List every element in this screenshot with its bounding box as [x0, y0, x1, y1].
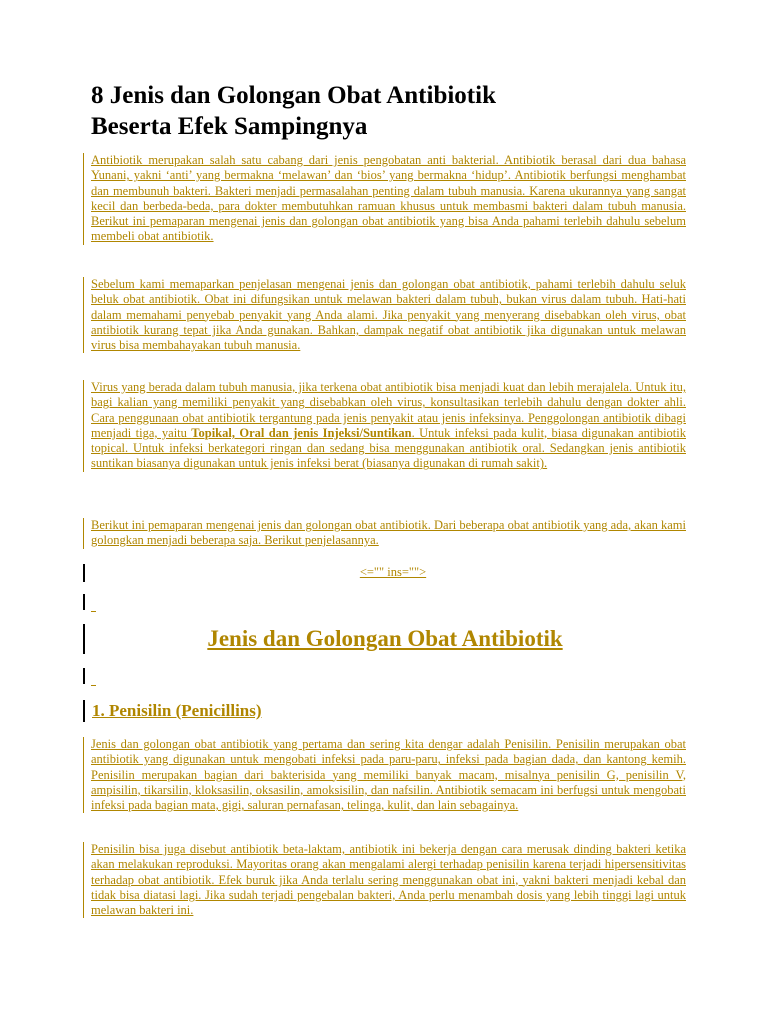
article-title-line-2: Beserta Efek Sampingnya [91, 113, 368, 140]
paragraph-virus-text-2: . Untuk infeksi pada kulit, biasa digunakan antibiotik topical. Untuk infeksi berkategori ringan dan sedang bisa menggunakan antibiotik oral. Sedangkan jenis antibiotik suntikan biasanya digunakan untuk jenis infeksi berat (biasanya digunakan di rumah sakit). [91, 425, 686, 471]
article-title-line-1: 8 Jenis dan Golongan Obat Antibiotik [91, 82, 496, 109]
empty-link-underline-2 [91, 685, 96, 686]
ins-fragment-text: <="" ins=""> [359, 565, 427, 579]
paragraph-intro[interactable]: Antibiotik merupakan salah satu cabang dari jenis pengobatan anti bakterial. Antibiotik berasal dari dua bahasa Yunani, yakni ‘anti’ yang bermakna ‘melawan’ dan ‘bios’ yang bermakna ‘hidup’. Antibiotik berfungsi menghambat dan membunuh bakteri. Bakteri menjadi permasalahan penting dalam tubuh manusia. Karena ukurannya yang sangat kecil dan berbeda-beda, para dokter membutuhkan ramuan khusus untuk membasmi bakteri dalam tubuh manusia. Berikut ini pemaparan mengenai jenis dan golongan obat antibiotik yang bisa Anda pahami terlebih dahulu sebelum membeli obat antibiotik. [83, 153, 686, 245]
ins-fragment[interactable] [83, 564, 685, 582]
paragraph-virus[interactable] [83, 380, 686, 472]
sub-heading-penisilin[interactable]: 1. Penisilin (Penicillins) [83, 700, 692, 722]
article-title [91, 80, 691, 142]
paragraph-penisilin-2[interactable]: Penisilin bisa juga disebut antibiotik beta-laktam, antibiotik ini bekerja dengan cara merusak dinding bakteri ketika akan melakukan reproduksi. Mayoritas orang akan mengalami alergi terhadap penisilin karena terjadi hipersensitivitas terhadap obat antibiotik. Efek buruk jika Anda terlalu sering menggunakan obat ini, yakni bakteri menjadi kebal dan tidak bisa diatasi lagi. Jika sudah terjadi pengebalan bakteri, Anda perlu menambah dosis yang lebih tinggi lagi untuk melawan bakteri ini. [83, 842, 686, 918]
section-heading[interactable]: Jenis dan Golongan Obat Antibiotik [83, 624, 685, 654]
paragraph-penisilin-1[interactable]: Jenis dan golongan obat antibiotik yang pertama dan sering kita dengar adalah Penisilin. Penisilin merupakan obat antibiotik yang digunakan untuk mengobati infeksi pada paru-paru, infeksi pada bagian dada, dan kantong kemih. Penisilin merupakan bagian dari bakterisida yang memiliki banyak macam, misalnya penisilin G, penisilin V, ampisilin, tikarsilin, kloksasilin, oksasilin, amoksisilin, dan nafsilin. Antibiotik semacam ini berfugsi untuk mengobati infeksi pada bagian mata, gigi, saluran pernafasan, telinga, kulit, dan lain sebagainya. [83, 737, 686, 813]
empty-link-marker-2[interactable] [83, 668, 97, 684]
paragraph-berikut[interactable]: Berikut ini pemaparan mengenai jenis dan golongan obat antibiotik. Dari beberapa obat antibiotik yang ada, akan kami golongkan menjadi beberapa saja. Berikut penjelasannya. [83, 518, 686, 549]
paragraph-sebelum[interactable]: Sebelum kami memaparkan penjelasan mengenai jenis dan golongan obat antibiotik, pahami terlebih dahulu seluk beluk obat antibiotik. Obat ini difungsikan untuk melawan bakteri dalam tubuh, bukan virus dalam tubuh. Hati-hati dalam memahami penyebab penyakit yang Anda alami. Jika penyakit yang menyerang disebabkan oleh virus, obat antibiotik kurang tepat jika Anda gunakan. Bahkan, dampak negatif obat antibiotik jika digunakan untuk melawan virus bisa membahayakan tubuh manusia. [83, 277, 686, 353]
paragraph-virus-text-1: Virus yang berada dalam tubuh manusia, jika terkena obat antibiotik bisa menjadi kuat dan lebih merajalela. Untuk itu, bagi kalian yang memiliki penyakit yang disebabkan oleh virus, konsultasikan terlebih dahulu dengan dokter ahli. Cara penggunaan obat antibiotik tergantung pada jenis penyakit atau jenis infeksinya. Penggolongan antibiotik dibagi menjadi tiga, yaitu [91, 380, 686, 440]
empty-link-underline-1 [91, 611, 96, 612]
paragraph-virus-bold: Topikal, Oral dan jenis Injeksi/Suntikan [191, 425, 412, 440]
empty-link-marker-1[interactable] [83, 594, 97, 610]
